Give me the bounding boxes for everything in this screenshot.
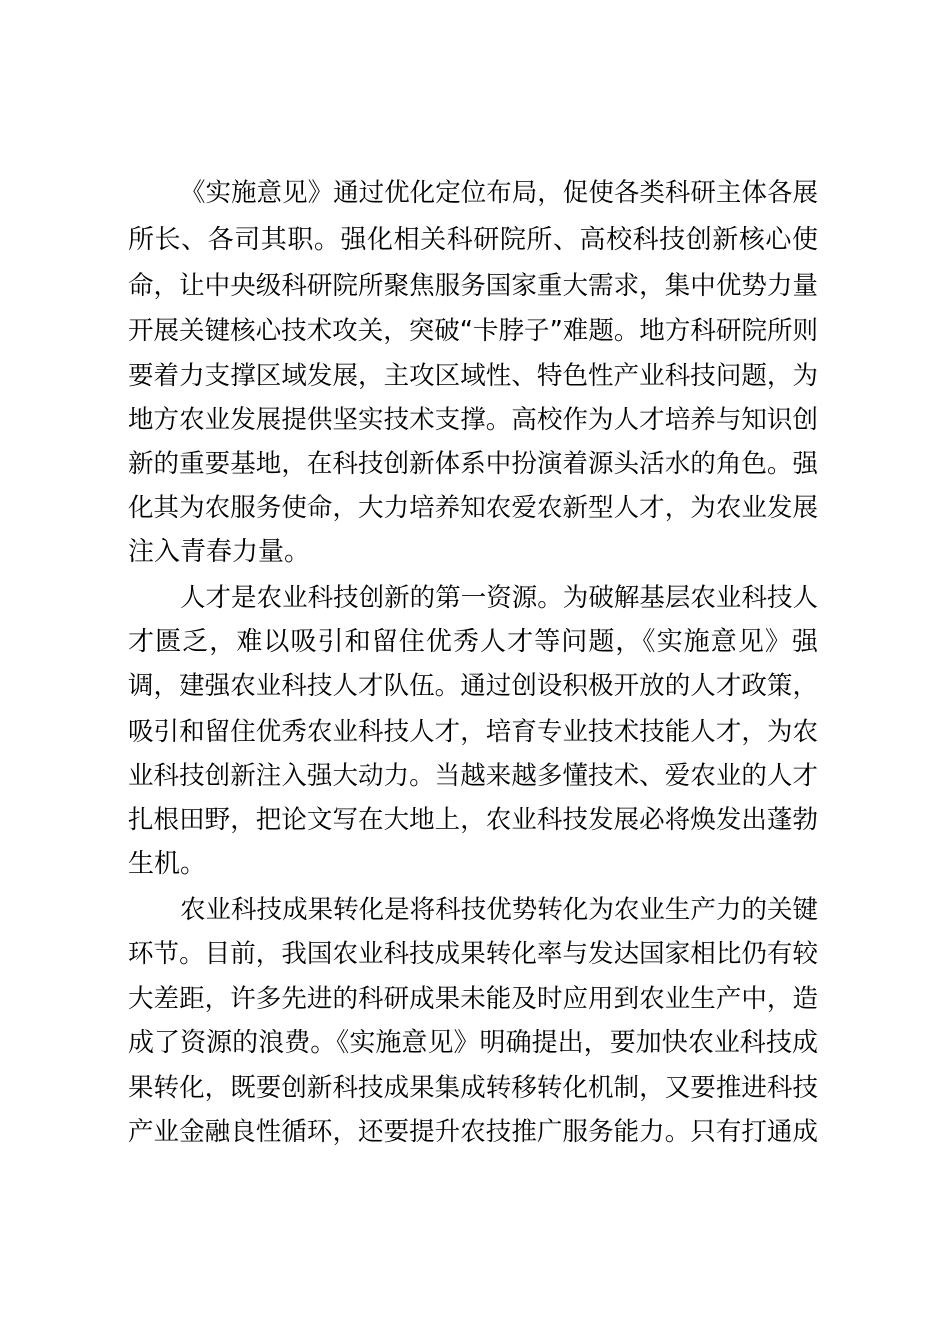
paragraph-3-line-3: 大差距，许多先进的科研成果未能及时应用到农业生产中，造 [128, 984, 818, 1014]
paragraph-2-line-4: 吸引和留住优秀农业科技人才，培育专业技术技能人才，为农 [128, 717, 818, 747]
paragraph-1-line-2: 所长、各司其职。强化相关科研院所、高校科技创新核心使 [128, 225, 818, 255]
paragraph-3-line-2: 环节。目前，我国农业科技成果转化率与发达国家相比仍有较 [128, 939, 818, 969]
paragraph-1-line-8: 化其为农服务使命，大力培养知农爱农新型人才，为农业发展 [128, 493, 818, 523]
paragraph-1-line-1: 《实施意见》通过优化定位布局，促使各类科研主体各展 [180, 178, 818, 208]
paragraph-2-line-5: 业科技创新注入强大动力。当越来越多懂技术、爱农业的人才 [128, 761, 818, 791]
paragraph-2-line-1: 人才是农业科技创新的第一资源。为破解基层农业科技人 [180, 583, 818, 613]
paragraph-1-line-9: 注入青春力量。 [128, 537, 311, 567]
paragraph-2-line-6: 扎根田野，把论文写在大地上，农业科技发展必将焕发出蓬勃 [128, 805, 818, 835]
paragraph-3-line-1: 农业科技成果转化是将科技优势转化为农业生产力的关键 [180, 895, 818, 925]
paragraph-3-line-5: 果转化，既要创新科技成果集成转移转化机制，又要推进科技 [128, 1073, 818, 1103]
paragraph-3-line-4: 成了资源的浪费。《实施意见》明确提出，要加快农业科技成 [128, 1028, 818, 1058]
paragraph-1-line-5: 要着力支撑区域发展，主攻区域性、特色性产业科技问题，为 [128, 361, 818, 391]
paragraph-2-line-7: 生机。 [128, 849, 207, 879]
paragraph-3-line-6: 产业金融良性循环，还要提升农技推广服务能力。只有打通成 [128, 1117, 818, 1147]
paragraph-1-line-7: 新的重要基地，在科技创新体系中扮演着源头活水的角色。强 [128, 449, 818, 479]
paragraph-1-line-3: 命，让中央级科研院所聚焦服务国家重大需求，集中优势力量 [128, 271, 818, 301]
paragraph-2-line-2: 才匮乏，难以吸引和留住优秀人才等问题，《实施意见》强 [128, 627, 818, 657]
paragraph-1-line-4: 开展关键核心技术攻关，突破“卡脖子”难题。地方科研院所则 [128, 316, 818, 346]
paragraph-2-line-3: 调，建强农业科技人才队伍。通过创设积极开放的人才政策， [128, 671, 818, 701]
paragraph-1-line-6: 地方农业发展提供坚实技术支撑。高校作为人才培养与知识创 [128, 405, 818, 435]
